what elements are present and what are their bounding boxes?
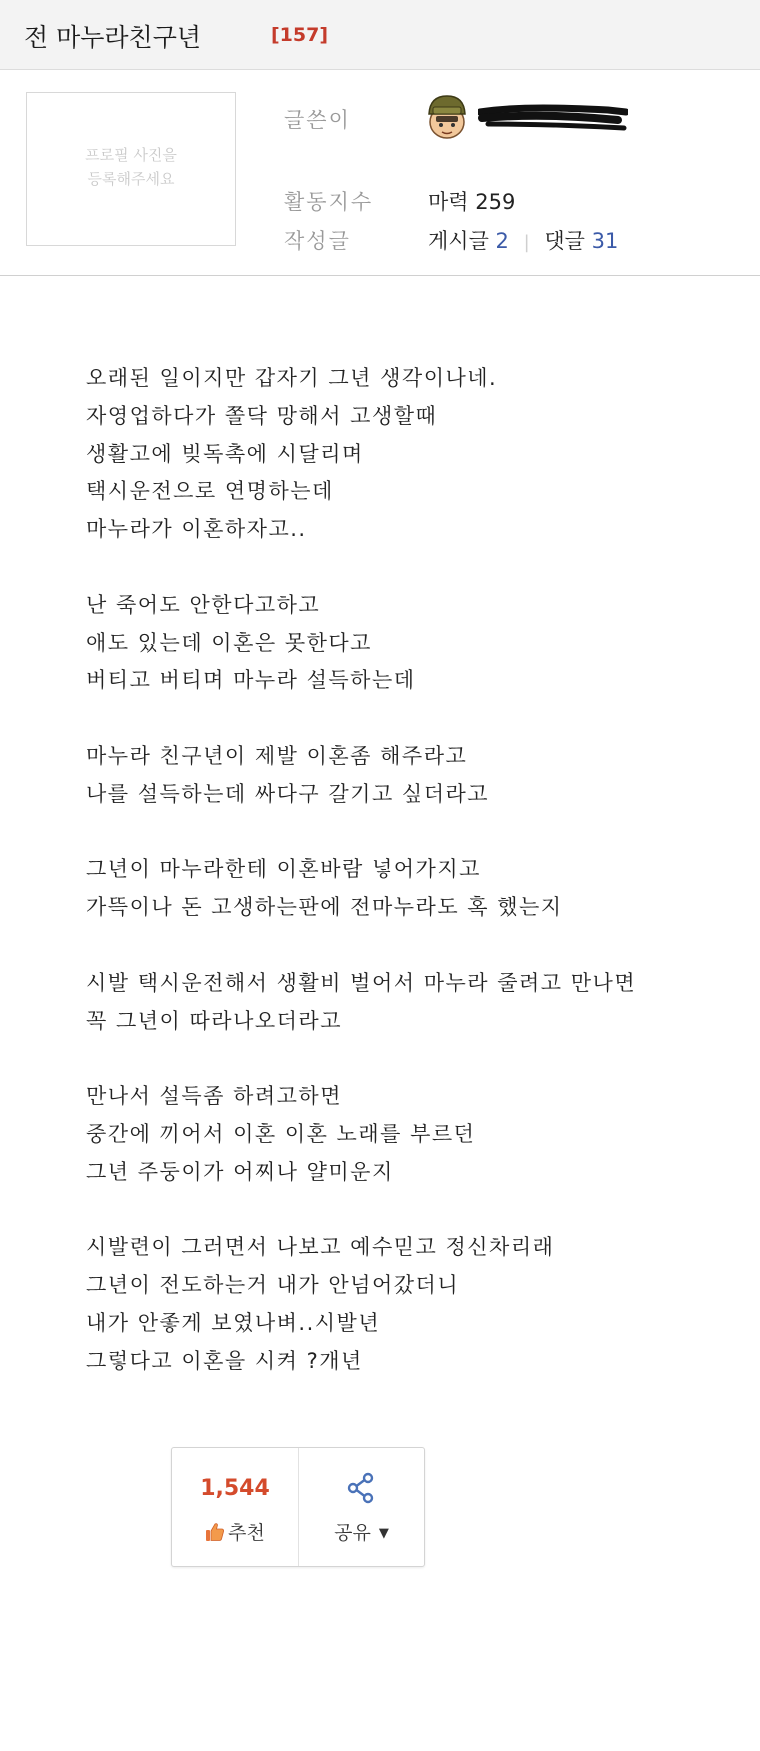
paragraph-gap [86, 1040, 746, 1078]
posts-stats [428, 225, 618, 255]
profile-placeholder-text: 프로필 사진을 등록해주세요 [85, 146, 177, 188]
recommend-label-row [172, 1518, 298, 1545]
header-divider [0, 275, 760, 276]
redacted-author-name [478, 104, 628, 132]
share-icon [346, 1472, 376, 1504]
post-line: 생활고에 빚독촉에 시달리며 [86, 441, 364, 466]
post-line: 중간에 끼어서 이혼 이혼 노래를 부르던 [86, 1121, 476, 1146]
post-line: 마누라가 이혼하자고.. [86, 517, 307, 542]
profile-photo-placeholder [26, 92, 236, 246]
share-label-row [299, 1518, 424, 1545]
author-label: 글쓴이 [284, 108, 351, 132]
thumbs-up-icon [205, 1522, 225, 1542]
stats-separator: | [523, 232, 530, 253]
post-line: 만나서 설득좀 하려고하면 [86, 1084, 342, 1109]
post-line: 그년 주둥이가 어찌나 얄미운지 [86, 1159, 394, 1184]
post-line: 꼭 그년이 따라나오더라고 [86, 1008, 342, 1033]
share-label: 공유 [334, 1522, 371, 1544]
post-line: 오래된 일이지만 갑자기 그년 생각이나네. [86, 366, 498, 390]
recommend-count: 1,544 [200, 1476, 270, 1501]
posts-text[interactable]: 게시글 [428, 229, 489, 253]
paragraph-gap [86, 927, 746, 965]
comment-count-badge[interactable]: [157] [271, 24, 329, 46]
post-line: 그렇다고 이혼을 시켜 ?개년 [86, 1348, 363, 1373]
post-line: 시발 택시운전해서 생활비 벌어서 마누라 줄려고 만나면 [86, 970, 637, 995]
post-line: 그년이 마누라한테 이혼바람 넣어가지고 [86, 857, 481, 882]
comments-count[interactable]: 31 [591, 229, 619, 253]
post-line: 그년이 전도하는거 내가 안넘어갔더니 [86, 1273, 460, 1298]
activity-value: 마력 259 [428, 190, 516, 214]
action-box [171, 1447, 425, 1567]
posts-label: 작성글 [284, 229, 351, 253]
share-button[interactable] [299, 1448, 424, 1566]
post-line: 자영업하다가 쫄닥 망해서 고생할때 [86, 403, 438, 428]
post-line: 마누라 친구년이 제발 이혼좀 해주라고 [86, 743, 468, 768]
paragraph-gap [86, 549, 746, 587]
paragraph-gap [86, 1192, 746, 1230]
title-bar [0, 0, 760, 70]
post-line: 난 죽어도 안한다고하고 [86, 592, 321, 617]
activity-label: 활동지수 [284, 190, 374, 214]
post-line: 택시운전으로 연명하는데 [86, 479, 334, 504]
post-line: 가뜩이나 돈 고생하는판에 전마누라도 혹 했는지 [86, 895, 563, 920]
page-title: 전 마누라친구년 [24, 23, 201, 52]
recommend-button[interactable] [172, 1448, 299, 1566]
avatar[interactable] [424, 92, 470, 140]
paragraph-gap [86, 700, 746, 738]
post-line: 애도 있는데 이혼은 못한다고 [86, 630, 372, 655]
post-line: 시발련이 그러면서 나보고 예수믿고 정신차리래 [86, 1235, 555, 1260]
comments-text[interactable]: 댓글 [544, 229, 585, 253]
caret-down-icon: ▼ [378, 1526, 389, 1541]
post-line: 내가 안좋게 보였나벼..시발년 [86, 1310, 381, 1335]
post-line: 나를 설득하는데 싸다구 갈기고 싶더라고 [86, 781, 490, 806]
post-body [86, 360, 746, 1381]
paragraph-gap [86, 814, 746, 852]
posts-count[interactable]: 2 [495, 229, 509, 253]
post-line: 버티고 버티며 마누라 설득하는데 [86, 668, 416, 693]
recommend-label: 추천 [228, 1522, 265, 1544]
